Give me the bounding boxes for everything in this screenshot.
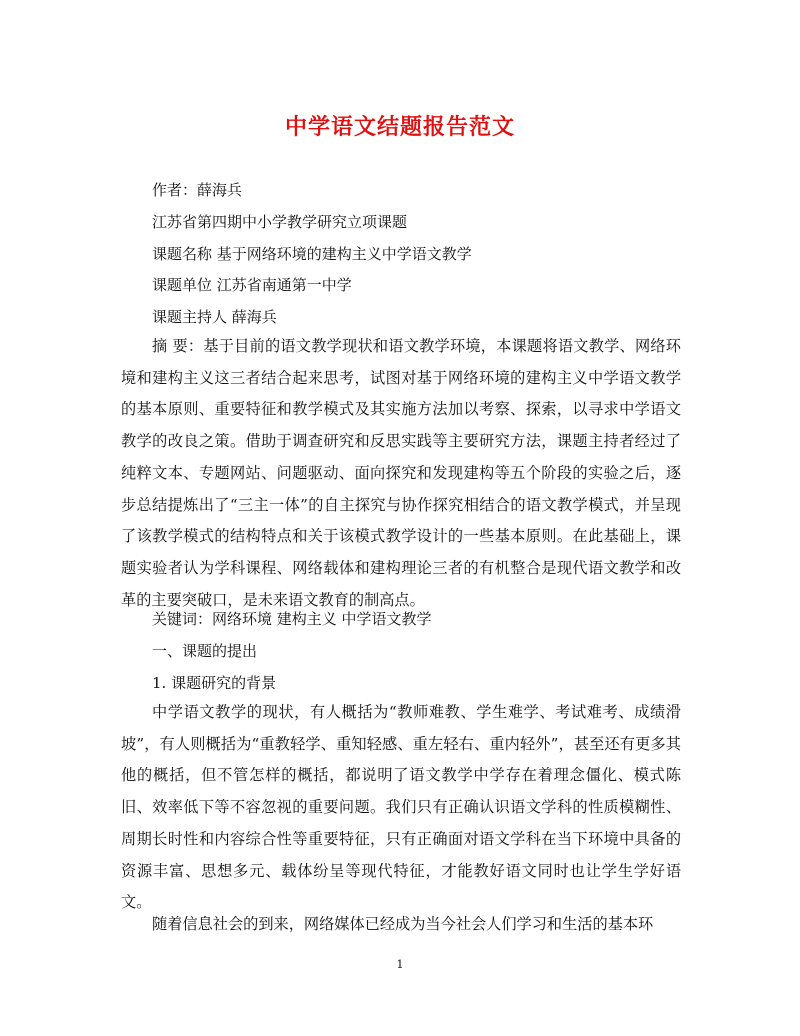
project-unit: 课题单位 江苏省南通第一中学 [152,276,352,294]
author-line: 作者：薛海兵 [152,181,243,199]
body-paragraph-continued: 随着信息社会的到来，网络媒体已经成为当今社会人们学习和生活的基本环 [152,915,654,933]
abstract-paragraph: 摘 要：基于目前的语文教学现状和语文教学环境，本课题将语文教学、网络环境和建构主义这三者结合起来思考，试图对基于网络环境的建构主义中学语文教学的基本原则、重要特征和教学模式及其实施方法加以考察、探索，以寻求中学语文教学的改良之策。借助于调查研究和反思实践等主要研究方法，课题主持者经过了纯粹文本、专题网站、问题驱动、面向探究和发现建构等五个阶段的实验之后，逐步总结提炼出了“三主一体”的自主探究与协作探究相结合的语文教学模式，并呈现了该教学模式的结构特点和关于该模式教学设计的一些基本原则。在此基础上，课题实验者认为学科课程、网络载体和建构理论三者的有机整合是现代语文教学和改革的主要突破口，是未来语文教育的制高点。 [121,337,681,609]
project-name: 课题名称 基于网络环境的建构主义中学语文教学 [152,245,472,263]
subsection-heading: 1. 课题研究的背景 [152,674,277,692]
body-paragraph: 中学语文教学的现状，有人概括为“教师难教、学生难学、考试难考、成绩滑坡”，有人则概括为“重教轻学、重知轻感、重左轻右、重内轻外”，甚至还有更多其他的概括，但不管怎样的概括，都说明了语文教学中学存在着理念僵化、模式陈旧、效率低下等不容忽视的重要问题。我们只有正确认识语文学科的性质模糊性、周期长时性和内容综合性等重要特征，只有正确面对语文学科在当下环境中具备的资源丰富、思想多元、载体纷呈等现代特征，才能教好语文同时也让学生学好语文。 [121,703,681,912]
section-heading: 一、课题的提出 [152,642,258,660]
project-host: 课题主持人 薛海兵 [152,308,277,326]
document-title: 中学语文结题报告范文 [284,114,515,140]
keywords-line: 关键词：网络环境 建构主义 中学语文教学 [152,610,432,628]
page-number: 1 [396,958,404,971]
project-source: 江苏省第四期中小学教学研究立项课题 [152,213,408,231]
